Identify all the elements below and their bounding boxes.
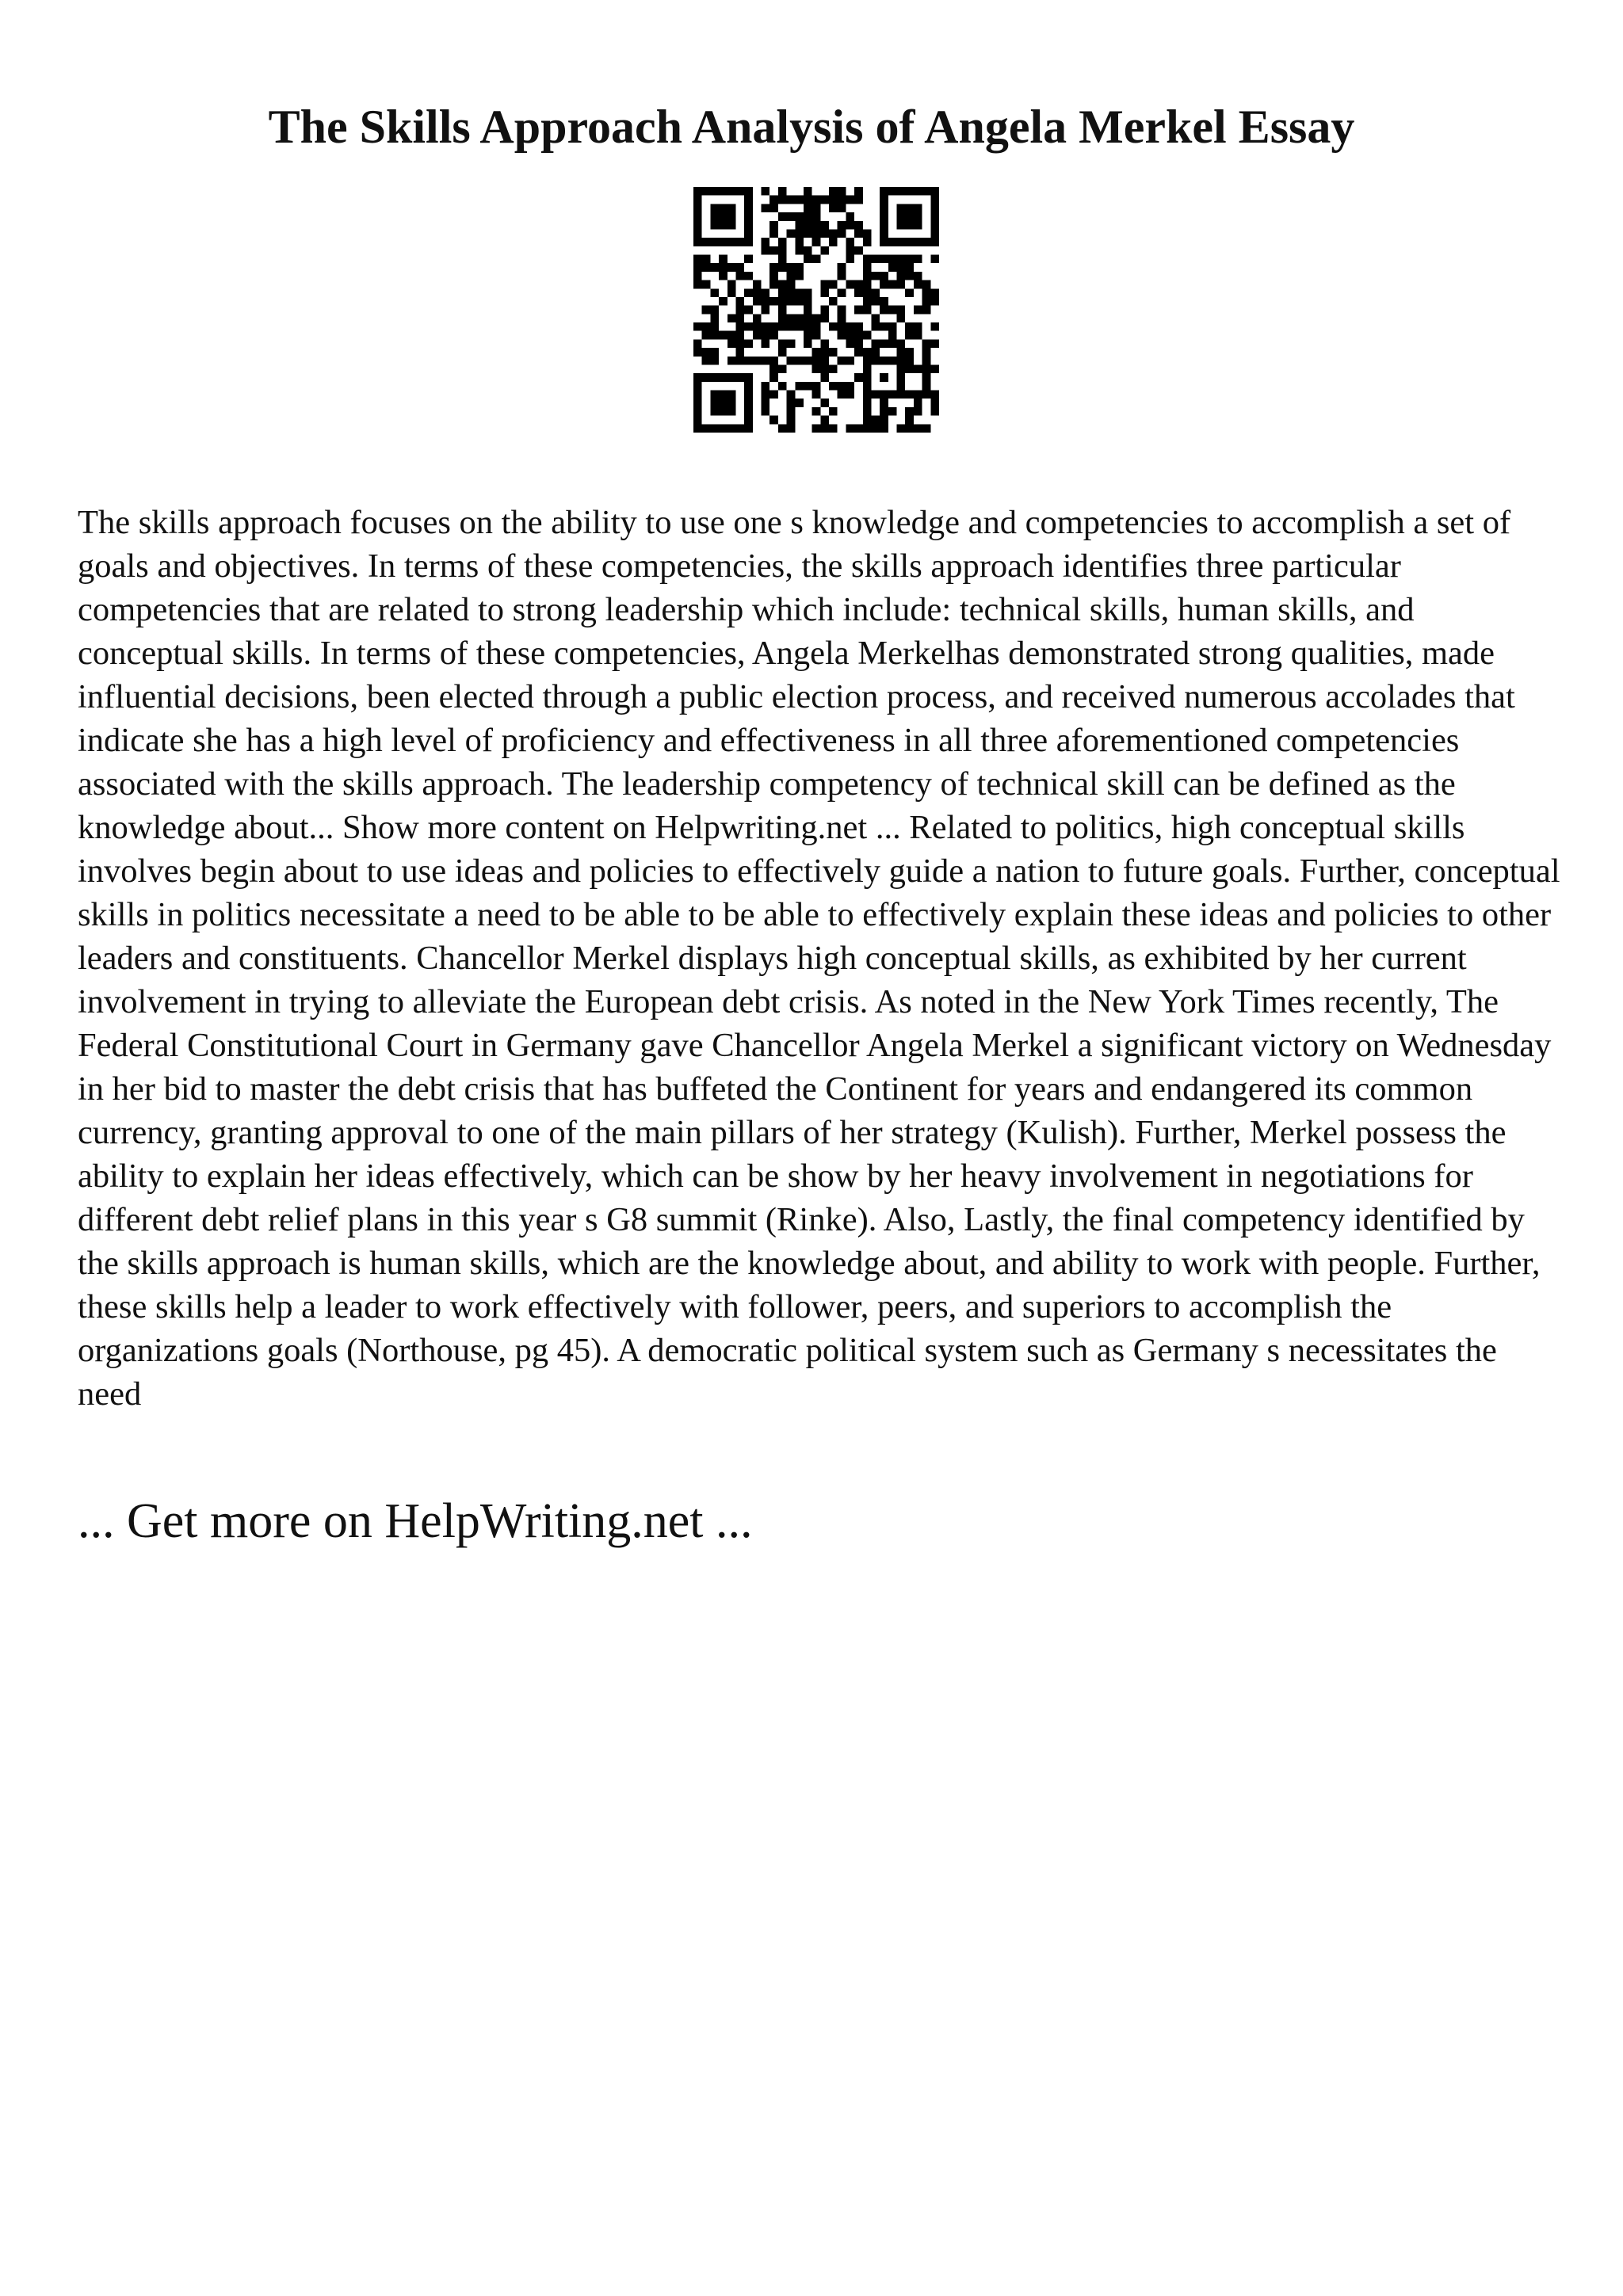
essay-body: The skills approach focuses on the ability to use one s knowledge and competencies to accomplish a set of goals and objectives. In terms of these competencies, the skills approach identifies three particular competencies that are related to strong leadership which include: technical skills, human skills, and conceptual skills. In terms of these competencies, Angela Merkelhas demonstrated strong qualities, made influential decisions, been elected through a public election process, and received numerous accolades that indicate she has a high level of proficiency and effectiveness in all three aforementioned competencies associated with the skills approach. The leadership competency of technical skill can be defined as the knowledge about... Show more content on Helpwriting.net ... Related to politics, high conceptual skills involves begin about to use ideas and policies to effectively guide a nation to future goals. Further, conceptual skills in politics necessitate a need to be able to be able to effectively explain these ideas and policies to other leaders and constituents. Chancellor Merkel displays high conceptual skills, as exhibited by her current involvement in trying to alleviate the European debt crisis. As noted in the New York Times recently, The Federal Constitutional Court in Germany gave Chancellor Angela Merkel a significant victory on Wednesday in her bid to master the debt crisis that has buffeted the Continent for years and endangered its common currency, granting approval to one of the main pillars of her strategy (Kulish). Further, Merkel possess the ability to explain her ideas effectively, which can be show by her heavy involvement in negotiations for different debt relief plans in this year s G8 summit (Rinke). Also, Lastly, the final competency identified by the skills approach is human skills, which are the knowledge about, and ability to work with people. Further, these skills help a leader to work effectively with follower, peers, and superiors to accomplish the organizations goals (Northouse, pg 45). A democratic political system such as Germany s necessitates the need bbox=[78, 504, 1560, 1413]
get-more-link[interactable]: ... Get more on HelpWriting.net ... bbox=[78, 1494, 753, 1548]
qr-code-icon bbox=[693, 187, 939, 433]
qr-code-graphic bbox=[693, 187, 939, 433]
document-title: The Skills Approach Analysis of Angela Merkel Essay bbox=[268, 101, 1355, 153]
